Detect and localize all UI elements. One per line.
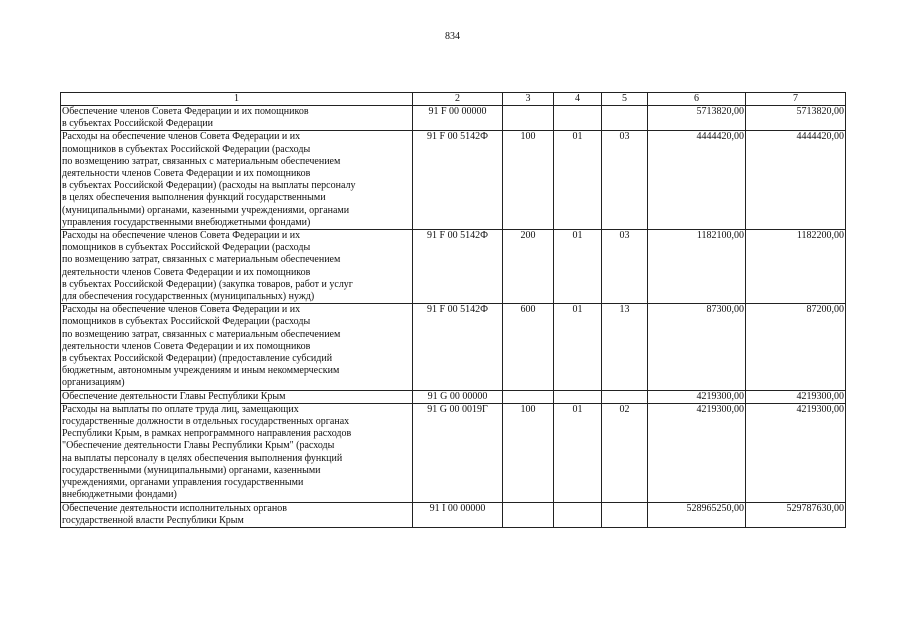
budget-table [60,92,846,528]
row-amount-1: 5713820,00 [648,106,746,131]
column-header-expense-type: 3 [503,93,554,106]
page-number: 834 [445,31,460,42]
row-code: 91 F 00 5142Ф [413,304,503,390]
row-code: 91 G 00 0019Г [413,403,503,502]
row-amount-2: 5713820,00 [746,106,846,131]
table-row [61,403,846,502]
column-header-amount-1: 6 [648,93,746,106]
header-row [61,93,846,106]
row-subsection: 02 [602,403,648,502]
row-section: 01 [554,403,602,502]
row-amount-2: 529787630,00 [746,502,846,527]
row-expense-type: 100 [503,131,554,230]
row-name: Расходы на выплаты по оплате труда лиц, замещающих государственные должности в отдельных государственных органах Республики Крым, в рамках непрограммного направления расходов "Обеспечение деятельности Главы Республики Крым" (расходы на выплаты персоналу в целях обеспечения выполнения функций государственными (муниципальными) органами, казенными учреждениями, органами управления государственными внебюджетными фондами) [61,403,413,502]
column-header-amount-2: 7 [746,93,846,106]
row-amount-2: 1182200,00 [746,230,846,304]
row-subsection [602,390,648,403]
row-name: Обеспечение деятельности Главы Республики Крым [61,390,413,403]
column-header-subsection: 5 [602,93,648,106]
row-amount-1: 4219300,00 [648,390,746,403]
row-expense-type [503,390,554,403]
row-code: 91 I 00 00000 [413,502,503,527]
row-name: Расходы на обеспечение членов Совета Федерации и их помощников в субъектах Российской Федерации (расходы по возмещению затрат, связанных с материальным обеспечением деятельности членов Совета Федерации и их помощников в субъектах Российской Федерации) (закупка товаров, работ и услуг для обеспечения государственных (муниципальных) нужд) [61,230,413,304]
row-subsection: 13 [602,304,648,390]
table-row [61,230,846,304]
row-amount-1: 528965250,00 [648,502,746,527]
row-name: Обеспечение членов Совета Федерации и их помощников в субъектах Российской Федерации [61,106,413,131]
row-amount-1: 4444420,00 [648,131,746,230]
row-amount-1: 1182100,00 [648,230,746,304]
row-expense-type [503,106,554,131]
row-amount-2: 87200,00 [746,304,846,390]
row-expense-type: 600 [503,304,554,390]
table-row [61,304,846,390]
row-section: 01 [554,304,602,390]
row-name: Расходы на обеспечение членов Совета Федерации и их помощников в субъектах Российской Федерации (расходы по возмещению затрат, связанных с материальным обеспечением деятельности членов Совета Федерации и их помощников в субъектах Российской Федерации) (предоставление субсидий бюджетным, автономным учреждениям и иным некоммерческим организациям) [61,304,413,390]
row-amount-2: 4444420,00 [746,131,846,230]
row-amount-2: 4219300,00 [746,403,846,502]
row-code: 91 G 00 00000 [413,390,503,403]
column-header-section: 4 [554,93,602,106]
row-subsection [602,502,648,527]
row-name: Расходы на обеспечение членов Совета Федерации и их помощников в субъектах Российской Федерации (расходы по возмещению затрат, связанных с материальным обеспечением деятельности членов Совета Федерации и их помощников в субъектах Российской Федерации) (расходы на выплаты персоналу в целях обеспечения выполнения функций государственными (муниципальными) органами, казенными учреждениями, органами управления государственными внебюджетными фондами) [61,131,413,230]
row-section: 01 [554,230,602,304]
table-row [61,106,846,131]
row-expense-type: 200 [503,230,554,304]
column-header-code: 2 [413,93,503,106]
row-name: Обеспечение деятельности исполнительных органов государственной власти Республики Крым [61,502,413,527]
table-row [61,502,846,527]
table-row [61,390,846,403]
row-subsection: 03 [602,131,648,230]
row-code: 91 F 00 00000 [413,106,503,131]
row-amount-2: 4219300,00 [746,390,846,403]
row-subsection: 03 [602,230,648,304]
row-amount-1: 87300,00 [648,304,746,390]
row-section [554,502,602,527]
row-subsection [602,106,648,131]
table-row [61,131,846,230]
column-header-name: 1 [61,93,413,106]
row-code: 91 F 00 5142Ф [413,230,503,304]
row-section: 01 [554,131,602,230]
row-amount-1: 4219300,00 [648,403,746,502]
row-section [554,106,602,131]
row-code: 91 F 00 5142Ф [413,131,503,230]
row-section [554,390,602,403]
row-expense-type [503,502,554,527]
row-expense-type: 100 [503,403,554,502]
